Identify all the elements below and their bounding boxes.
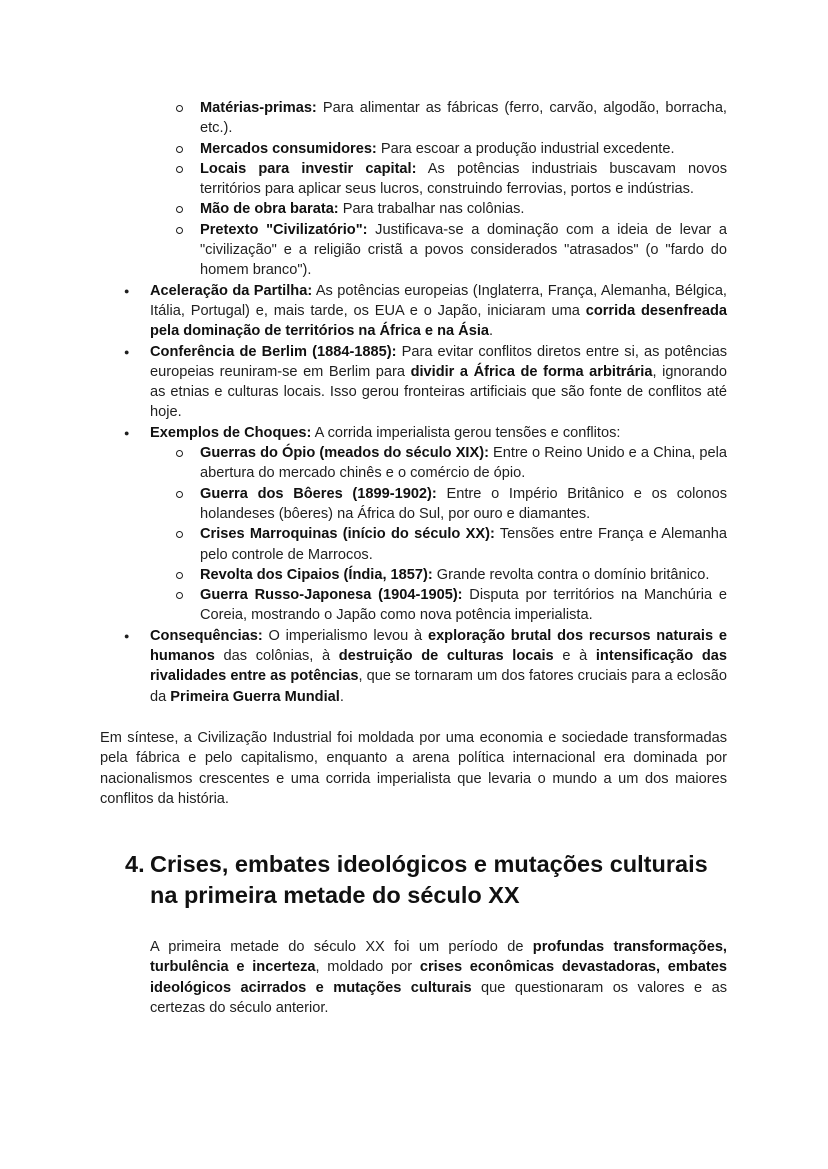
- list-item-consequencias: ● Consequências: O imperialismo levou à exploração brutal dos recursos naturais e humanos das colônias, à destruição de culturas locais e à intensificação das rivalidades entre as potências, que se tornaram um dos fatores cruciais para a eclosão da Primeira Guerra Mundial.: [150, 626, 727, 707]
- sublist-motivations: [150, 98, 727, 281]
- list-item: Revolta dos Cipaios (Índia, 1857): Grande revolta contra o domínio britânico.: [200, 565, 727, 585]
- section-heading: [125, 849, 727, 911]
- summary-paragraph: Em síntese, a Civilização Industrial foi moldada por uma economia e sociedade transformadas pela fábrica e pelo capitalismo, enquanto a arena política internacional era dominada por nacionalismos crescentes e uma corrida imperialista que levaria o mundo a um dos maiores conflitos da história.: [100, 729, 727, 807]
- document-content: [100, 98, 727, 1018]
- list-item: Locais para investir capital: As potências industriais buscavam novos territórios para aplicar seus lucros, construindo ferrovias, portos e indústrias.: [200, 159, 727, 200]
- list-item-choques: ● Exemplos de Choques: A corrida imperialista gerou tensões e conflitos: Guerras do Ópio (meados do século XIX): Entre o Reino Unido e a China, pela abertura do mercado chinês e o comércio de ópio. Guerra dos Bôeres (1899-1902): Entre o Império Britânico e os colonos holandeses (bôeres) na África do Sul, por ouro e diamantes. Crises Marroquinas (início do século XX): Tensões entre França e Alemanha pelo controle de Marrocos. Revolta dos Cipaios (Índia, 1857): Grande revolta contra o domínio britânico. Guerra Russo-Japonesa (1904-1905): Disputa por territórios na Manchúria e Coreia, mostrando o Japão como nova potência imperialista.: [150, 423, 727, 626]
- list-item: Pretexto "Civilizatório": Justificava-se a dominação com a ideia de levar a "civilização" e a religião cristã a povos considerados "atrasados" (o "fardo do homem branco").: [200, 220, 727, 281]
- list-item: Guerra dos Bôeres (1899-1902): Entre o Império Britânico e os colonos holandeses (bôeres) na África do Sul, por ouro e diamantes.: [200, 484, 727, 525]
- list-item: Guerras do Ópio (meados do século XIX): Entre o Reino Unido e a China, pela abertura do mercado chinês e o comércio de ópio.: [200, 443, 727, 484]
- list-item: Guerra Russo-Japonesa (1904-1905): Disputa por territórios na Manchúria e Coreia, mostrando o Japão como nova potência imperialista.: [200, 585, 727, 626]
- list-item: Matérias-primas: Para alimentar as fábricas (ferro, carvão, algodão, borracha, etc.).: [200, 98, 727, 139]
- sublist-conflicts: [150, 443, 727, 626]
- main-bullet-list: [100, 281, 727, 707]
- section-intro-paragraph: A primeira metade do século XX foi um período de profundas transformações, turbulência e incerteza, moldado por crises econômicas devastadoras, embates ideológicos acirrados e mutações culturais que questionaram os valores e as certezas do século anterior.: [150, 939, 727, 1016]
- section-title: Crises, embates ideológicos e mutações culturais na primeira metade do século XX: [150, 851, 708, 909]
- list-item-berlim: ● Conferência de Berlim (1884-1885): Para evitar conflitos diretos entre si, as potências europeias reuniram-se em Berlim para dividir a África de forma arbitrária, ignorando as etnias e culturas locais. Isso gerou fronteiras artificiais que são fonte de conflitos até hoje.: [150, 342, 727, 423]
- list-item: Crises Marroquinas (início do século XX): Tensões entre França e Alemanha pelo controle de Marrocos.: [200, 524, 727, 565]
- list-item-aceleracao: ● Aceleração da Partilha: As potências europeias (Inglaterra, França, Alemanha, Bélgica, Itália, Portugal) e, mais tarde, os EUA e o Japão, iniciaram uma corrida desenfreada pela dominação de territórios na África e na Ásia.: [150, 281, 727, 342]
- list-item: Mercados consumidores: Para escoar a produção industrial excedente.: [200, 139, 727, 159]
- section-number: 4.: [125, 851, 145, 878]
- list-item: Mão de obra barata: Para trabalhar nas colônias.: [200, 199, 727, 219]
